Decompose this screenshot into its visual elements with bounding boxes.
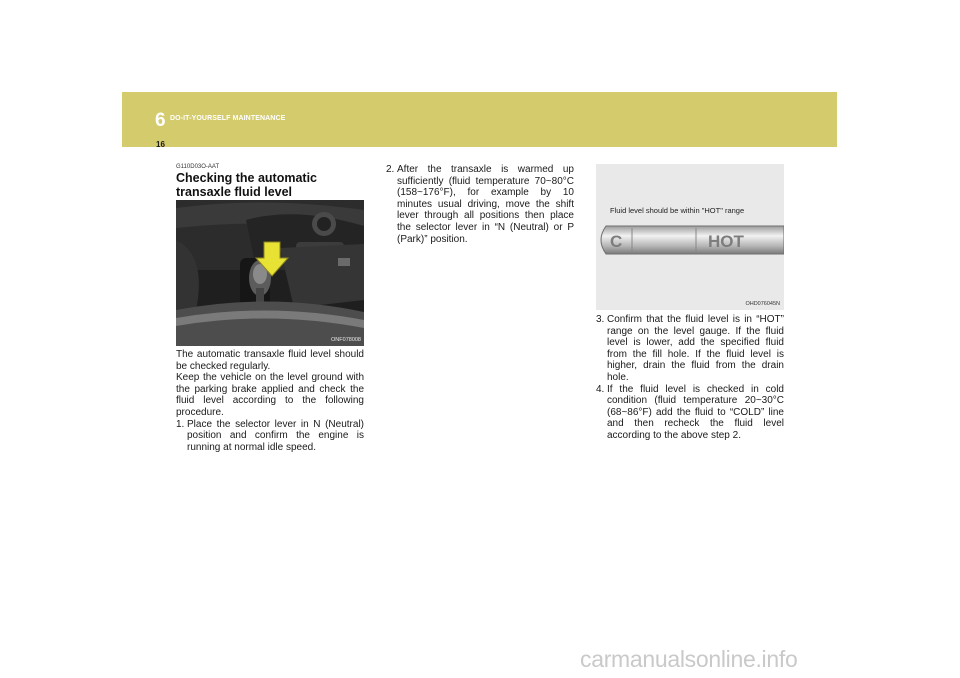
list-item-step-4 [596, 384, 784, 442]
chapter-title: DO-IT-YOURSELF MAINTENANCE [170, 115, 286, 122]
step-4-text: If the fluid level is checked in cold condition (fluid temperature 20~30°C (68~86°F) add the fluid to “COLD” line and then recheck the fluid level according to the above step 2. [607, 383, 784, 441]
step-3-text: Confirm that the fluid level is in “HOT” range on the level gauge. If the fluid level is lower, add the specified fluid from the fill hole. If the fluid level is higher, drain the fluid from the drain hole. [607, 314, 784, 383]
list-item-step-3 [596, 314, 784, 384]
section-code: G110D03O-AAT [176, 164, 220, 170]
shift-lever-illustration [176, 200, 364, 346]
step-2-text: After the transaxle is warmed up sufficiently (fluid temperature 70~80°C (158~176°F), for example by 10 minutes usual driving, move the shift lever through all positions then place the selector lever in “N (Neutral) or P (Park)” position. [397, 164, 574, 245]
page-number: 16 [156, 140, 165, 149]
step-3-number: 3. [596, 314, 605, 325]
step-1-text: Place the selector lever in N (Neutral) position and confirm the engine is running at normal idle speed. [187, 418, 364, 453]
fluid-gauge-figure [596, 164, 784, 310]
watermark: carmanualsonline.info [580, 646, 798, 672]
list-item-step-1 [176, 419, 364, 454]
gauge-label: Fluid level should be within "HOT" range [610, 206, 745, 215]
step-4-number: 4. [596, 383, 605, 395]
step-2-number: 2. [386, 164, 395, 175]
step-1-number: 1. [176, 418, 185, 430]
shift-lever-photo [176, 200, 364, 346]
chapter-number: 6 [155, 110, 166, 131]
list-item-step-2 [386, 164, 574, 245]
column-1 [176, 349, 364, 453]
intro-paragraph-2: Keep the vehicle on the level ground with the parking brake applied and check the fluid level according to the following procedure. [176, 372, 364, 418]
gauge-cold-mark: C [610, 232, 623, 251]
column-2 [386, 164, 574, 245]
column-3 [596, 314, 784, 442]
gauge-hot-mark: HOT [708, 232, 744, 251]
dipstick-icon [596, 222, 784, 258]
gauge-caption: OHD076045N [745, 301, 780, 307]
intro-paragraph-1: The automatic transaxle fluid level should be checked regularly. [176, 349, 364, 372]
photo-caption: ONF078008 [331, 337, 361, 343]
section-title: Checking the automatic transaxle fluid level [176, 171, 317, 199]
